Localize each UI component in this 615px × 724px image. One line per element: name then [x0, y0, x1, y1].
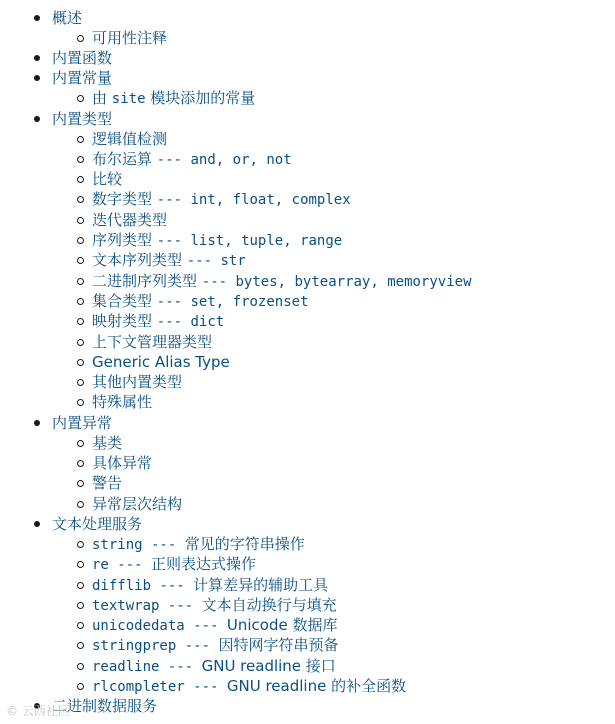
toc-subitem-link[interactable] — [92, 271, 615, 291]
circle-bullet-icon — [77, 257, 84, 264]
circle-bullet-icon — [77, 460, 84, 467]
toc-section — [0, 696, 615, 716]
toc-sublist — [52, 28, 615, 48]
circle-bullet-icon — [77, 35, 84, 42]
link-text: 集合类型 — [92, 291, 157, 310]
code-text: --- — [176, 638, 219, 655]
circle-bullet-icon — [77, 217, 84, 224]
circle-bullet-icon — [77, 541, 84, 548]
code-text: --- — [142, 536, 185, 553]
code-text: --- — [184, 618, 227, 635]
circle-bullet-icon — [77, 399, 84, 406]
toc-section-link[interactable] — [52, 48, 615, 68]
disc-bullet-icon — [34, 75, 40, 81]
toc-subitem-link[interactable] — [92, 392, 615, 412]
link-text: 由 — [92, 89, 112, 108]
link-text: 可用性注释 — [92, 29, 168, 47]
link-text: 其他内置类型 — [92, 373, 183, 392]
circle-bullet-icon — [77, 582, 84, 589]
circle-bullet-icon — [77, 602, 84, 609]
code-text: --- — [159, 597, 202, 614]
code-text: --- — [108, 557, 152, 574]
code-text: stringprep — [92, 638, 177, 655]
toc-subitem-link[interactable] — [92, 554, 615, 574]
toc-section-link[interactable] — [52, 8, 615, 28]
toc-sublist — [52, 129, 615, 413]
toc-section-link[interactable] — [52, 68, 615, 88]
toc-subitem-link[interactable] — [92, 494, 615, 514]
toc-subitem-link[interactable] — [92, 635, 615, 655]
link-text: Generic Alias Type — [92, 352, 230, 371]
watermark: © 云西社区 — [6, 704, 70, 718]
link-text: 内置类型 — [52, 109, 113, 128]
link-text: 比较 — [92, 170, 123, 189]
link-text: 数字类型 — [92, 190, 157, 209]
toc-subitem-link[interactable] — [92, 372, 615, 392]
circle-bullet-icon — [77, 683, 84, 690]
code-text: --- bytes, bytearray, memoryview — [201, 273, 472, 290]
link-text: GNU readline 接口 — [201, 656, 336, 675]
link-text: 计算差异的辅助工具 — [193, 575, 329, 594]
circle-bullet-icon — [77, 663, 84, 670]
toc-section — [0, 8, 615, 48]
code-text: textwrap — [92, 597, 160, 614]
circle-bullet-icon — [77, 176, 84, 183]
toc-section-link[interactable] — [52, 109, 615, 129]
link-text: 二进制序列类型 — [92, 271, 202, 290]
circle-bullet-icon — [77, 136, 84, 143]
code-text: rlcompleter — [92, 679, 185, 696]
link-text: 内置函数 — [52, 49, 113, 68]
toc-subitem-link[interactable] — [92, 169, 615, 189]
code-text: difflib — [92, 577, 152, 594]
toc-sublist — [52, 88, 615, 108]
link-text: 文本自动换行与填充 — [201, 595, 337, 614]
code-text: --- int, float, complex — [156, 192, 351, 209]
link-text: 上下文管理器类型 — [92, 332, 213, 351]
circle-bullet-icon — [77, 440, 84, 447]
toc-subitem-link[interactable] — [92, 575, 615, 595]
code-text: readline — [92, 658, 160, 675]
toc-subitem-link[interactable] — [92, 230, 615, 250]
toc-subitem-link[interactable] — [92, 534, 615, 554]
code-text: --- str — [186, 253, 246, 270]
link-text: 因特网字符串预备 — [218, 636, 339, 655]
toc-subitem-link[interactable] — [92, 291, 615, 311]
disc-bullet-icon — [34, 420, 40, 426]
toc-section — [0, 109, 615, 413]
code-text: --- — [184, 679, 227, 696]
toc-subitem-link[interactable] — [92, 352, 615, 372]
toc-section — [0, 514, 615, 696]
toc-section-link[interactable] — [52, 696, 615, 716]
link-text: 具体异常 — [92, 454, 153, 473]
toc-subitem-link[interactable] — [92, 88, 615, 108]
link-text: 正则表达式操作 — [151, 555, 257, 574]
disc-bullet-icon — [34, 116, 40, 122]
link-text: 二进制数据服务 — [52, 697, 158, 716]
toc-section — [0, 48, 615, 68]
circle-bullet-icon — [77, 318, 84, 325]
link-text: 异常层次结构 — [92, 494, 183, 513]
link-text: 布尔运算 — [92, 149, 157, 168]
toc-subitem-link[interactable] — [92, 332, 615, 352]
disc-bullet-icon — [34, 15, 40, 21]
link-text: 文本处理服务 — [52, 514, 143, 533]
circle-bullet-icon — [77, 339, 84, 346]
circle-bullet-icon — [77, 359, 84, 366]
toc-sublist — [52, 534, 615, 696]
link-text: 文本序列类型 — [92, 251, 187, 270]
toc-subitem-link[interactable] — [92, 433, 615, 453]
toc-section-link[interactable] — [52, 413, 615, 433]
toc-subitem-link[interactable] — [92, 595, 615, 615]
link-text: 映射类型 — [92, 312, 157, 331]
toc-sublist — [52, 433, 615, 514]
toc-section — [0, 413, 615, 514]
toc-subitem-link[interactable] — [92, 129, 615, 149]
toc-subitem-link[interactable] — [92, 311, 615, 331]
toc-subitem-link[interactable] — [92, 28, 615, 48]
code-text: string — [92, 536, 143, 553]
link-text: 逻辑值检测 — [92, 129, 168, 148]
toc-section — [0, 68, 615, 108]
circle-bullet-icon — [77, 480, 84, 487]
circle-bullet-icon — [77, 95, 84, 102]
disc-bullet-icon — [34, 703, 40, 709]
circle-bullet-icon — [77, 561, 84, 568]
link-text: 内置常量 — [52, 69, 113, 88]
toc-subitem-link[interactable] — [92, 189, 615, 209]
link-text: 基类 — [92, 433, 123, 452]
link-text: 模块添加的常量 — [145, 89, 256, 108]
toc-subitem-link[interactable] — [92, 473, 615, 493]
code-text: --- and, or, not — [156, 151, 292, 168]
code-text: --- — [151, 577, 194, 594]
circle-bullet-icon — [77, 642, 84, 649]
circle-bullet-icon — [77, 278, 84, 285]
toc-subitem-link[interactable] — [92, 210, 615, 230]
toc-subitem-link[interactable] — [92, 453, 615, 473]
code-text: --- — [159, 658, 202, 675]
disc-bullet-icon — [34, 521, 40, 527]
code-text: site — [111, 91, 146, 108]
circle-bullet-icon — [77, 501, 84, 508]
circle-bullet-icon — [77, 298, 84, 305]
code-text: --- dict — [156, 314, 225, 331]
link-text: 概述 — [52, 9, 83, 27]
toc-subitem-link[interactable] — [92, 656, 615, 676]
toc-subitem-link[interactable] — [92, 250, 615, 270]
code-text: --- list, tuple, range — [156, 233, 343, 250]
link-text: Unicode 数据库 — [226, 616, 338, 635]
circle-bullet-icon — [77, 379, 84, 386]
toc-subitem-link[interactable] — [92, 615, 615, 635]
code-text: re — [92, 557, 109, 574]
link-text: 内置异常 — [52, 413, 113, 432]
circle-bullet-icon — [77, 237, 84, 244]
toc-subitem-link[interactable] — [92, 676, 615, 696]
link-text: 常见的字符串操作 — [184, 534, 305, 553]
toc-subitem-link[interactable] — [92, 149, 615, 169]
code-text: --- set, frozenset — [156, 293, 309, 310]
circle-bullet-icon — [77, 622, 84, 629]
code-text: unicodedata — [92, 618, 185, 635]
circle-bullet-icon — [77, 196, 84, 203]
link-text: 警告 — [92, 474, 123, 493]
link-text: 序列类型 — [92, 231, 157, 250]
toc-section-link[interactable] — [52, 514, 615, 534]
link-text: GNU readline 的补全函数 — [226, 677, 407, 696]
disc-bullet-icon — [34, 55, 40, 61]
link-text: 特殊属性 — [92, 393, 153, 412]
link-text: 迭代器类型 — [92, 210, 168, 229]
circle-bullet-icon — [77, 156, 84, 163]
